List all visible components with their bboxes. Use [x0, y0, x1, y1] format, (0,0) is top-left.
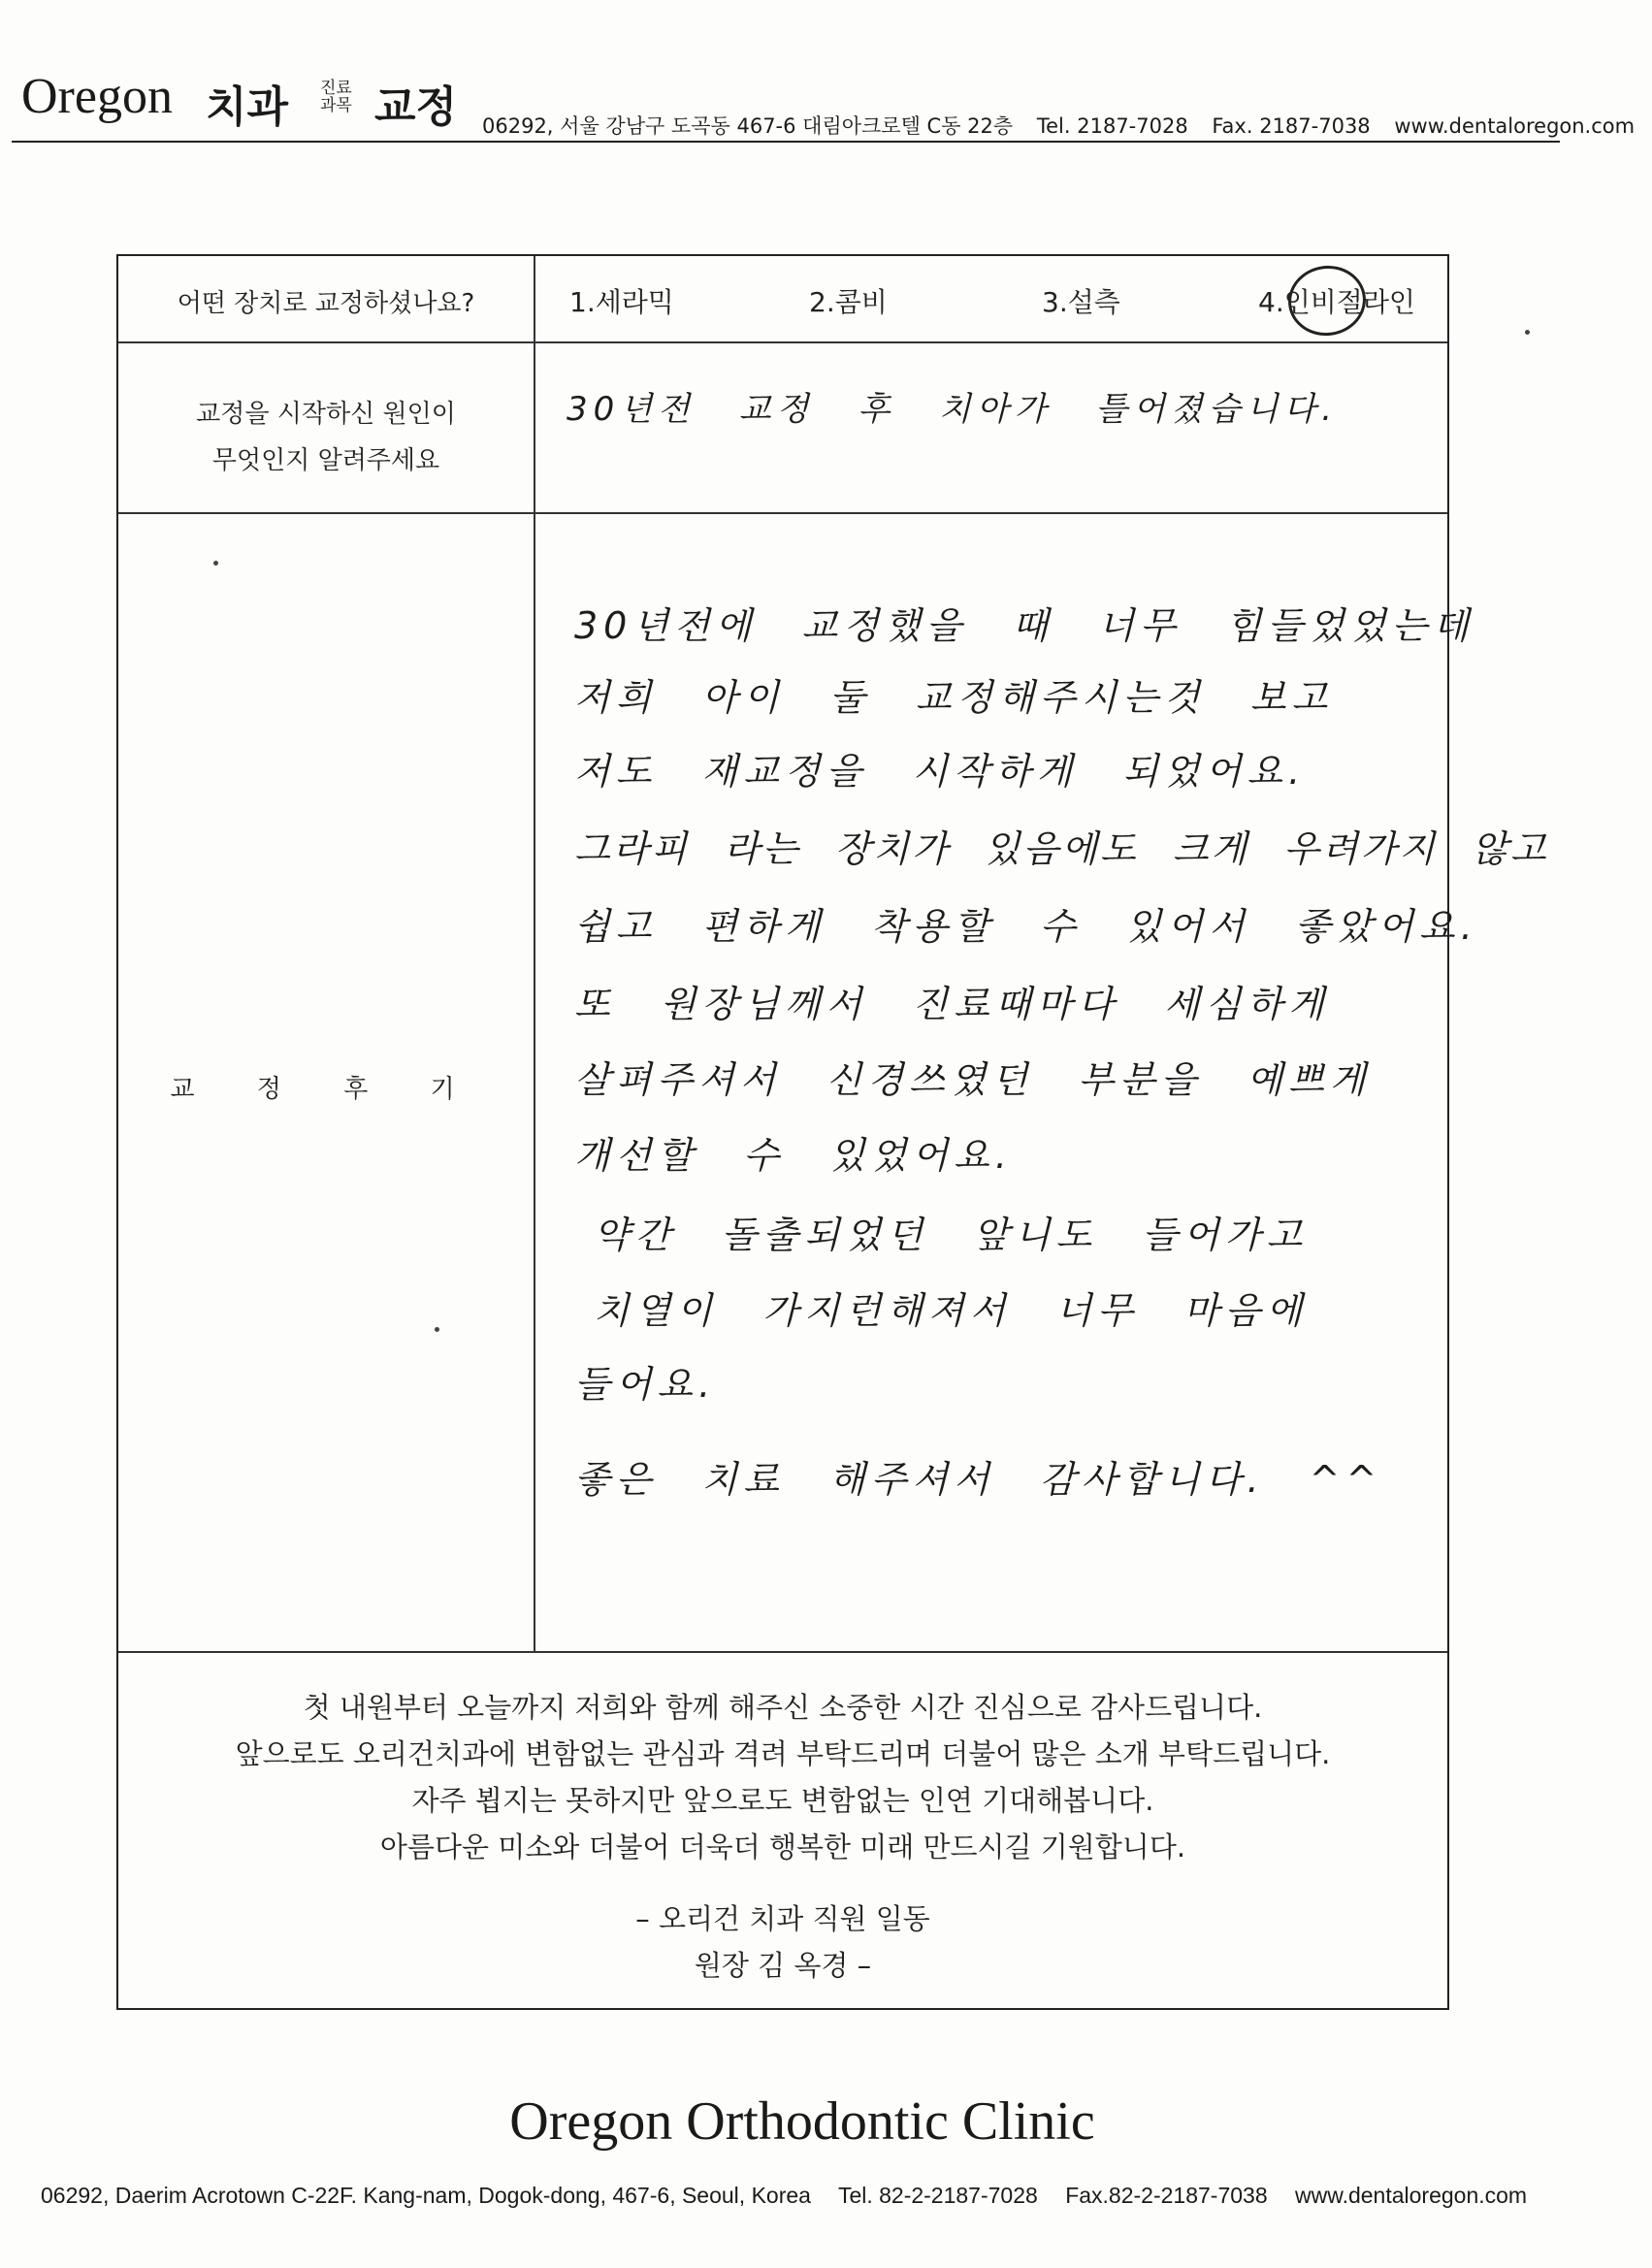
- review-line: 개선할 수 있었어요.: [574, 1134, 1013, 1177]
- review-line: 저도 재교정을 시작하게 되었어요.: [574, 750, 1307, 793]
- scan-speck: [435, 1327, 439, 1332]
- review-line: 30년전에 교정했을 때 너무 힘들었었는데: [574, 604, 1474, 647]
- row-divider: [118, 512, 1447, 514]
- option-combi[interactable]: 2.콤비: [809, 286, 888, 318]
- column-divider: [534, 256, 535, 1651]
- review-line: 쉽고 편하게 착용할 수 있어서 좋았어요.: [574, 905, 1478, 948]
- brand-name-en: Oregon: [21, 69, 173, 124]
- review-line: 또 원장님께서 진료때마다 세심하게: [574, 983, 1330, 1025]
- footer-tel: Tel. 82-2-2187-7028: [837, 2183, 1038, 2208]
- option-invisalign[interactable]: 4.인비절라인: [1258, 286, 1415, 318]
- brand-subtitle: 진료 과목: [320, 79, 352, 115]
- question-reason-line1: 교정을 시작하신 원인이: [196, 400, 456, 429]
- scan-speck: [1525, 330, 1530, 335]
- scan-speck: [213, 561, 218, 566]
- option-ceramic[interactable]: 1.세라믹: [569, 286, 674, 318]
- letterhead: [12, 68, 1636, 146]
- option-lingual[interactable]: 3.설측: [1042, 286, 1120, 318]
- review-line: 살펴주셔서 신경쓰였던 부분을 예쁘게: [574, 1058, 1372, 1101]
- header-tel: Tel. 2187-7028: [1036, 114, 1188, 138]
- footer-website: www.dentaloregon.com: [1295, 2183, 1528, 2208]
- closing-line: 아름다운 미소와 더불어 더욱더 행복한 미래 만드시길 기원합니다.: [379, 1831, 1186, 1863]
- answer-reason: 30년전 교정 후 치아가 틀어졌습니다.: [567, 390, 1339, 429]
- review-label: 교 정 후 기: [170, 1075, 482, 1104]
- review-line: 치열이 가지런해져서 너무 마음에: [594, 1289, 1309, 1332]
- review-line: 약간 돌출되었던 앞니도 들어가고: [594, 1214, 1309, 1256]
- brand-specialty: 교정: [374, 82, 458, 132]
- row-divider: [118, 341, 1447, 343]
- closing-line: 첫 내원부터 오늘까지 저희와 함께 해주신 소중한 시간 진심으로 감사드립니다.: [303, 1691, 1263, 1724]
- header-contact: [482, 111, 1652, 140]
- brand-name-ko: 치과: [206, 82, 289, 132]
- question-appliance: 어떤 장치로 교정하셨나요?: [177, 289, 475, 318]
- header-divider: [12, 141, 1560, 143]
- footer-fax: Fax.82-2-2187-7038: [1065, 2183, 1268, 2208]
- footer-contact: [41, 2183, 1548, 2209]
- closing-line: 앞으로도 오리건치과에 변함없는 관심과 격려 부탁드리며 더불어 많은 소개 부탁드립니다.: [235, 1737, 1331, 1770]
- review-line: 그라피 라는 장치가 있음에도 크게 우려가지 않고: [574, 827, 1549, 870]
- review-line: 들어요.: [574, 1363, 717, 1406]
- footer-address: 06292, Daerim Acrotown C-22F. Kang-nam, Dogok-dong, 467-6, Seoul, Korea: [41, 2183, 811, 2208]
- review-form: [116, 254, 1549, 2010]
- row-divider: [118, 1651, 1447, 1653]
- review-line: 좋은 치료 해주셔서 감사합니다. ^^: [574, 1458, 1383, 1501]
- header-fax: Fax. 2187-7038: [1212, 114, 1371, 138]
- closing-line: 자주 뵙지는 못하지만 앞으로도 변함없는 인연 기대해봅니다.: [411, 1784, 1154, 1817]
- clinic-name-en: Oregon Orthodontic Clinic: [509, 2091, 1095, 2152]
- closing-signature: – 오리건 치과 직원 일동: [635, 1902, 930, 1935]
- header-address: 06292, 서울 강남구 도곡동 467-6 대림아크로텔 C동 22층: [482, 114, 1014, 138]
- header-website: www.dentaloregon.com: [1394, 114, 1636, 138]
- question-reason-line2: 무엇인지 알려주세요: [211, 446, 440, 475]
- review-line: 저희 아이 둘 교정해주시는것 보고: [574, 676, 1334, 719]
- closing-director: 원장 김 옥경 –: [694, 1949, 872, 1982]
- selection-circle-mark: [1283, 261, 1370, 340]
